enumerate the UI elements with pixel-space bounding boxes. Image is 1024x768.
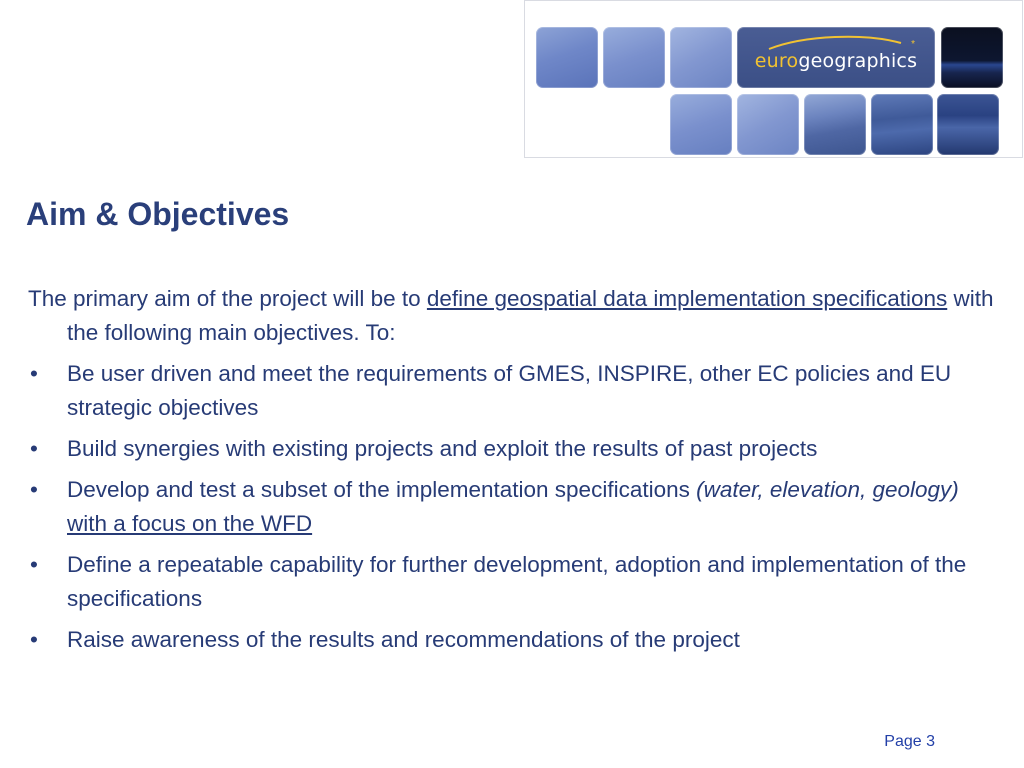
eurogeographics-logo (737, 27, 935, 88)
list-item-text: Raise awareness of the results and recommendations of the project (67, 627, 740, 652)
page-number: Page 3 (884, 733, 935, 750)
objectives-list (28, 357, 998, 657)
intro-paragraph (28, 282, 998, 350)
list-item-underlined-text: with a focus on the WFD (67, 511, 313, 536)
banner-tile (603, 27, 665, 88)
list-item-text (67, 477, 959, 536)
list-item-text: Define a repeatable capability for further development, adoption and implementation of the specifications (67, 552, 967, 611)
intro-underlined-text: define geospatial data implementation specifications (426, 286, 948, 311)
list-item-text: Be user driven and meet the requirements of GMES, INSPIRE, other EC policies and EU strategic objectives (67, 361, 952, 420)
banner-tile (670, 94, 732, 155)
banner-tile (804, 94, 866, 155)
banner-tile (937, 94, 999, 155)
bullet-icon: • (30, 477, 38, 502)
logo-geographics-text: geographics (798, 50, 918, 72)
logo-star-icon: * (911, 39, 915, 50)
bullet-icon: • (30, 361, 38, 386)
list-item (28, 548, 998, 616)
bullet-icon: • (30, 627, 38, 652)
list-item-text: Build synergies with existing projects and exploit the results of past projects (67, 436, 818, 461)
slide-title: Aim & Objectives (26, 196, 290, 232)
list-item (28, 473, 998, 541)
logo-euro-text: euro (754, 50, 799, 72)
banner-tile (737, 94, 799, 155)
list-item-lead-text: Develop and test a subset of the implementation specifications (67, 477, 697, 502)
list-item (28, 357, 998, 425)
header-banner (524, 0, 1023, 158)
list-item-italic-text: (water, elevation, geology) (696, 477, 959, 502)
intro-lead-text: The primary aim of the project will be to (28, 286, 427, 311)
list-item (28, 623, 998, 657)
bullet-icon: • (30, 552, 38, 577)
bullet-icon: • (30, 436, 38, 461)
list-item (28, 432, 998, 466)
logo-wordmark (737, 49, 935, 73)
banner-tile (536, 27, 598, 88)
banner-tile (941, 27, 1003, 88)
banner-tile (871, 94, 933, 155)
intro-tail-text: with the following main objectives. To: (67, 286, 994, 345)
slide-content (28, 282, 998, 664)
banner-tile (670, 27, 732, 88)
